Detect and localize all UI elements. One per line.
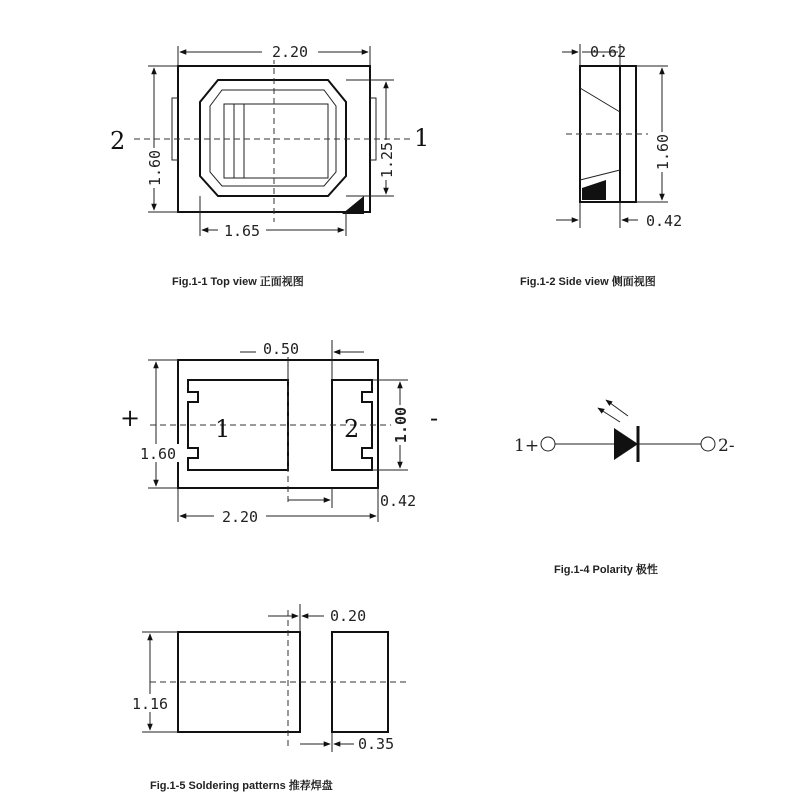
fig2-side-view bbox=[520, 43, 682, 288]
fig1-caption: Fig.1-1 Top view 正面视图 bbox=[172, 276, 304, 288]
fig4-anode-terminal bbox=[541, 437, 555, 451]
fig5-soldering-pattern bbox=[128, 604, 410, 792]
fig1-pin-left-label: 2 bbox=[110, 127, 126, 155]
fig3-height-label: 1.60 bbox=[139, 445, 177, 463]
fig5-caption: Fig.1-5 Soldering patterns 推荐焊盘 bbox=[150, 780, 333, 792]
fig4-anode-label: 1+ bbox=[514, 436, 540, 456]
fig4-cathode-terminal bbox=[701, 437, 715, 451]
fig3-minus-label: - bbox=[430, 404, 439, 432]
fig2-bottom-label: 0.42 bbox=[646, 212, 683, 230]
fig3-plus-label: + bbox=[120, 404, 141, 432]
fig4-light-arrow-2 bbox=[606, 400, 628, 416]
fig3-pad-width-label: 0.42 bbox=[380, 492, 417, 510]
fig4-caption: Fig.1-4 Polarity 极性 bbox=[554, 564, 658, 576]
fig1-height-label: 1.60 bbox=[146, 149, 164, 187]
fig5-width-label: 0.35 bbox=[358, 735, 395, 753]
fig3-gap-label: 0.50 bbox=[262, 340, 300, 358]
fig1-lens-window bbox=[224, 104, 328, 178]
fig4-light-arrow-1 bbox=[598, 408, 620, 422]
fig4-diode-triangle bbox=[614, 428, 638, 460]
fig2-height-label: 1.60 bbox=[654, 133, 672, 171]
fig3-pad-left-label: 1 bbox=[215, 415, 231, 443]
fig1-inner-height-label: 1.25 bbox=[378, 141, 396, 179]
fig2-lens-slope-bottom bbox=[580, 170, 620, 180]
fig2-lead-mark bbox=[582, 180, 606, 200]
fig5-height-label: 1.16 bbox=[131, 695, 169, 713]
fig2-lens-slope-top bbox=[580, 88, 620, 112]
fig2-top-label: 0.62 bbox=[590, 43, 627, 61]
fig2-caption: Fig.1-2 Side view 侧面视图 bbox=[520, 276, 656, 288]
fig3-width-label: 2.20 bbox=[221, 508, 259, 526]
fig1-lens-outer bbox=[200, 80, 346, 196]
fig3-bottom-view bbox=[120, 339, 438, 526]
fig4-polarity bbox=[514, 400, 735, 576]
fig3-pad-height-label: 1.00 bbox=[392, 406, 410, 444]
fig5-gap-label: 0.20 bbox=[330, 607, 367, 625]
fig1-inner-width-label: 1.65 bbox=[223, 222, 261, 240]
fig4-cathode-label: 2- bbox=[718, 436, 735, 456]
fig1-top-view bbox=[110, 42, 429, 288]
fig1-width-label: 2.20 bbox=[271, 43, 309, 61]
fig3-pad-right-label: 2 bbox=[344, 415, 360, 443]
fig1-pin-right-label: 1 bbox=[414, 124, 430, 152]
